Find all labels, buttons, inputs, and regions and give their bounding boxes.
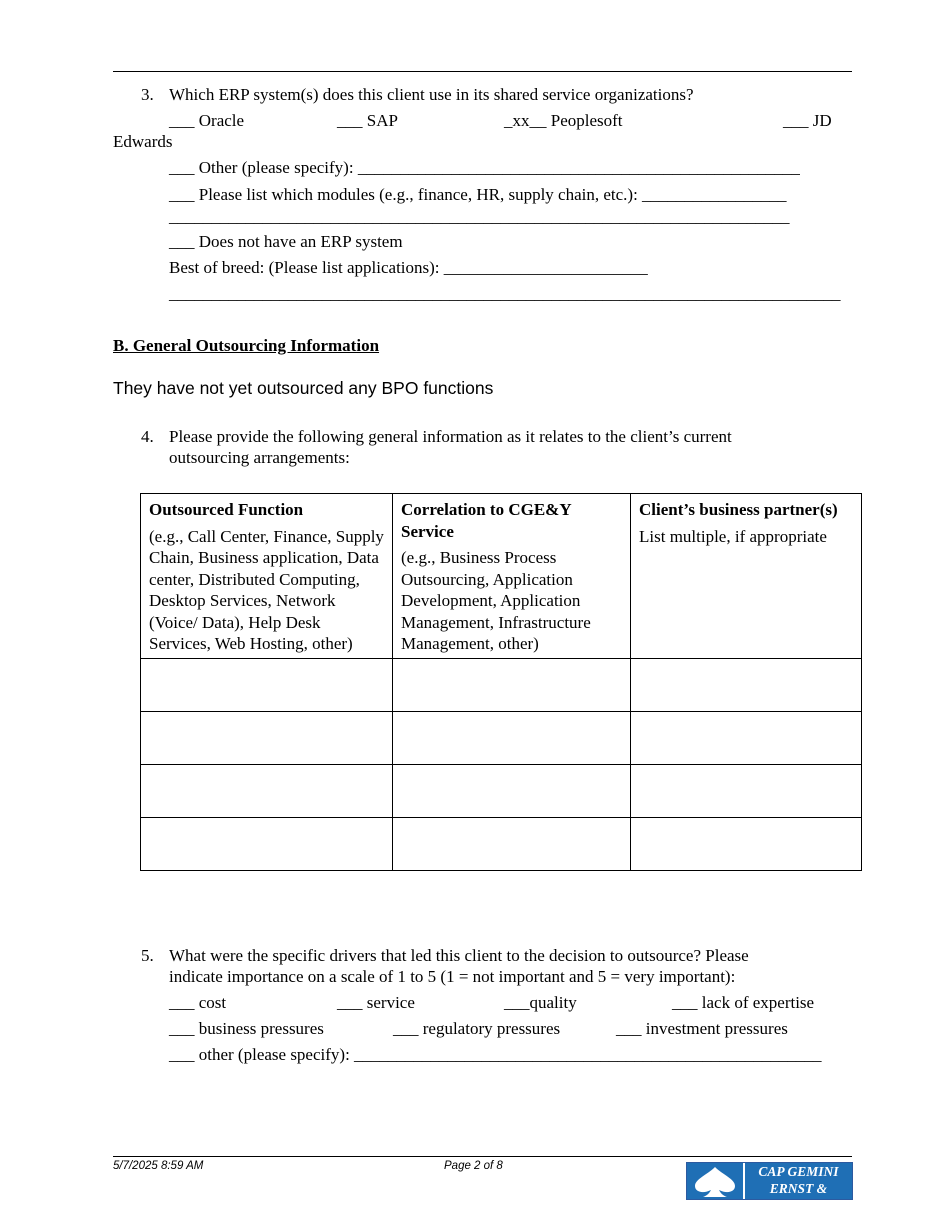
q4-question-line2: outsourcing arrangements: (169, 448, 350, 467)
q5-option-lack-of-expertise[interactable]: ___ lack of expertise (672, 993, 815, 1012)
table-cell[interactable] (631, 658, 862, 711)
q5-question-line2: indicate importance on a scale of 1 to 5 (1 = not important and 5 = very important): (169, 967, 736, 986)
footer-timestamp: 5/7/2025 8:59 AM (113, 1160, 204, 1172)
q3-other-field[interactable]: ___ Other (please specify): ____________________________________________________ (169, 158, 800, 177)
column-header-hint: List multiple, if appropriate (639, 526, 827, 546)
q3-option-jd-continued: Edwards (113, 132, 173, 151)
outsourcing-table (140, 493, 862, 871)
table-cell[interactable] (141, 711, 393, 764)
footer-rule (113, 1156, 852, 1157)
q3-option-jd[interactable]: ___ JD (783, 111, 832, 130)
table-row (141, 658, 862, 711)
q3-no-erp-option[interactable]: ___ Does not have an ERP system (169, 232, 403, 251)
column-header-title: Outsourced Function (149, 500, 304, 519)
spade-emblem-icon (687, 1163, 743, 1199)
header-business-partners (631, 494, 862, 659)
q5-option-service[interactable]: ___ service (337, 993, 415, 1012)
q4-question-line1: Please provide the following general information as it relates to the client’s current (169, 427, 732, 446)
q4-number: 4. (141, 427, 154, 446)
column-header-hint: (e.g., Business Process Outsourcing, Application Development, Application Management, Infrastructure Management, other) (401, 548, 591, 653)
table-cell[interactable] (393, 658, 631, 711)
table-cell[interactable] (631, 711, 862, 764)
company-logo (686, 1162, 853, 1213)
logo-line-1: CAP GEMINI (758, 1164, 839, 1179)
q3-best-of-breed-continued[interactable]: _______________________________________________________________________________ (169, 284, 841, 303)
section-b-heading: B. General Outsourcing Information (113, 336, 380, 355)
table-cell[interactable] (393, 764, 631, 817)
q3-number: 3. (141, 85, 154, 104)
column-header-hint: (e.g., Call Center, Finance, Supply Chain, Business application, Data center, Distributed Computing, Desktop Services, Network (Voice/ Data), Help Desk Services, Web Hosting, other) (149, 526, 384, 653)
table-cell[interactable] (141, 764, 393, 817)
q3-best-of-breed-field[interactable]: Best of breed: (Please list applications): ________________________ (169, 258, 648, 277)
table-cell[interactable] (141, 817, 393, 870)
q5-option-regulatory-pressures[interactable]: ___ regulatory pressures (393, 1019, 561, 1038)
q5-option-quality[interactable]: ___quality (504, 993, 577, 1012)
header-outsourced-function (141, 494, 393, 659)
table-row (141, 711, 862, 764)
q3-question: Which ERP system(s) does this client use in its shared service organizations? (169, 85, 694, 104)
q5-number: 5. (141, 946, 154, 965)
column-header-title: Correlation to CGE&Y Service (401, 500, 571, 541)
q3-option-peoplesoft[interactable]: _xx__ Peoplesoft (504, 111, 623, 130)
table-cell[interactable] (631, 817, 862, 870)
header-cgey-service (393, 494, 631, 659)
table-cell[interactable] (393, 711, 631, 764)
column-header-title: Client’s business partner(s) (639, 500, 838, 519)
q5-question-line1: What were the specific drivers that led this client to the decision to outsource? Please (169, 946, 749, 965)
section-b-note: They have not yet outsourced any BPO functions (113, 378, 494, 398)
table-cell[interactable] (631, 764, 862, 817)
table-row (141, 764, 862, 817)
q5-other-field[interactable]: ___ other (please specify): _______________________________________________________ (169, 1045, 822, 1064)
q5-option-cost[interactable]: ___ cost (169, 993, 227, 1012)
table-header-row (141, 494, 862, 659)
table-row (141, 817, 862, 870)
q3-modules-field[interactable]: ___ Please list which modules (e.g., finance, HR, supply chain, etc.): _________________ (169, 185, 787, 204)
q5-option-investment-pressures[interactable]: ___ investment pressures (616, 1019, 788, 1038)
q3-option-oracle[interactable]: ___ Oracle (169, 111, 245, 130)
table-cell[interactable] (141, 658, 393, 711)
table-cell[interactable] (393, 817, 631, 870)
q3-option-sap[interactable]: ___ SAP (337, 111, 398, 130)
q3-modules-field-continued[interactable]: _________________________________________________________________________ (169, 207, 790, 226)
header-rule (113, 71, 852, 72)
logo-line-2: ERNST & YOUNG (769, 1181, 828, 1213)
logo-wordmark (745, 1163, 852, 1213)
q5-option-business-pressures[interactable]: ___ business pressures (169, 1019, 324, 1038)
footer-page-number: Page 2 of 8 (444, 1160, 503, 1172)
